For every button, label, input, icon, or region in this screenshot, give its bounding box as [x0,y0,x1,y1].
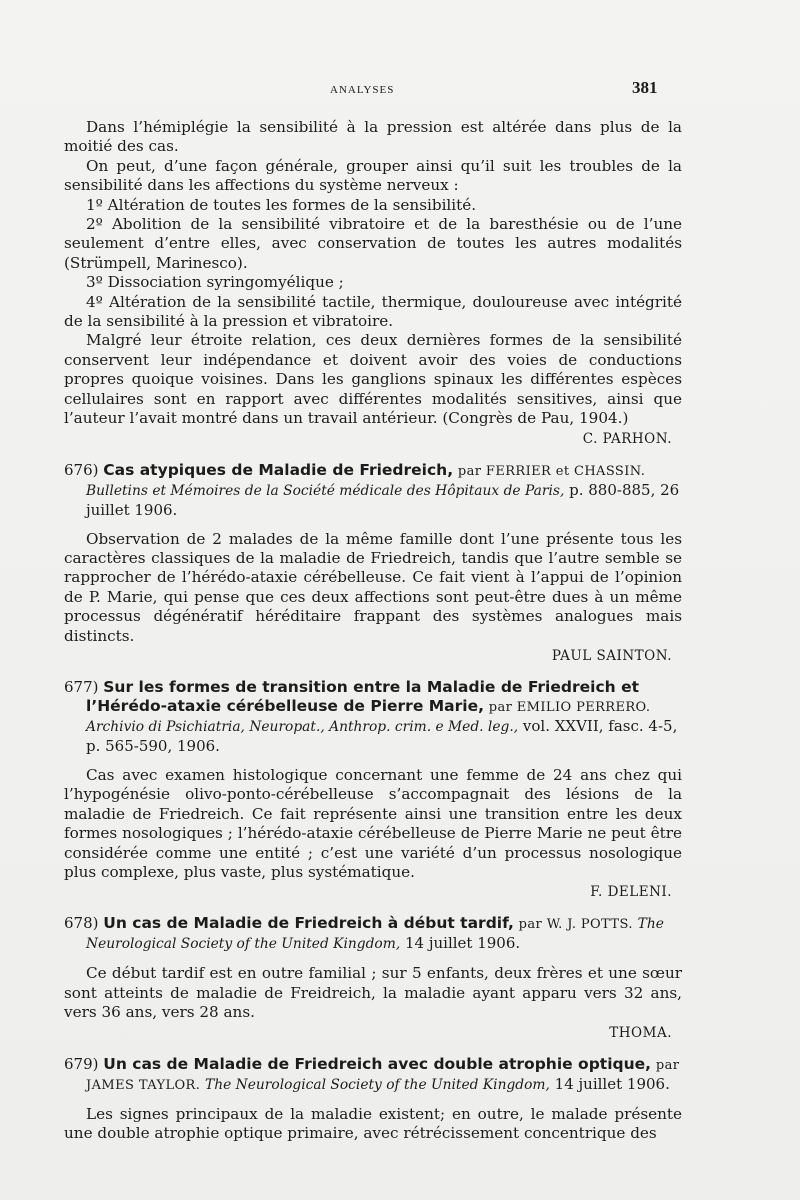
running-title: ANALYSES [330,84,395,96]
entry-676 [64,461,682,664]
entry-body: Ce début tardif est en outre familial ; sur 5 enfants, deux frères et une sœur sont atteints de maladie de Freidreich, la maladie ayant apparu vers 32 ans, vers 36 ans, vers 28 ans. [64,964,682,1022]
list-item: 4º Altération de la sensibilité tactile, thermique, douloureuse avec intégrité de la sensibilité à la pression et vibratoire. [64,292,682,331]
intro-paragraph: On peut, d’une façon générale, grouper ainsi qu’il suit les troubles de la sensibilité dans les affections du système nerveux : [64,156,682,195]
entry-number: 678) [64,914,99,933]
entry-source-details: p. 880-885, 26 juillet 1906. [86,480,680,519]
entry-source: The Neurological Society of the United Kingdom, [86,916,664,953]
page-body [64,118,682,1143]
entry-677 [64,678,682,900]
entry-heading [64,914,682,954]
entry-heading [64,1055,682,1095]
signature: C. PARHON. [582,430,672,447]
list-item: 2º Abolition de la sensibilité vibratoire et de la baresthésie ou de l’une seulement d’entre elles, avec conservation de toutes les autres modalités (Strümpell, Marinesco). [64,215,682,272]
entry-source: Archivio di Psichiatria, Neuropat., Anthrop. crim. e Med. leg., [86,718,519,735]
entry-number: 679) [64,1054,99,1073]
entry-title: Sur les formes de transition entre la Maladie de Friedreich et l’Hérédo-ataxie cérébelleuse de Pierre Marie, [86,677,639,715]
signature: PAUL SAINTON. [551,647,672,664]
intro-paragraph: Dans l’hémiplégie la sensibilité à la pression est altérée dans plus de la moitié des cas. [64,118,682,156]
signature: F. DELENI. [590,884,672,901]
entry-heading [64,461,682,520]
entry-authors: par EMILIO PERRERO. [488,699,651,715]
entry-body: Les signes principaux de la maladie existent; en outre, le malade présente une double atrophie optique primaire, avec rétrécissement concentrique des [64,1104,682,1142]
entry-source-details: vol. XXVII, fasc. 4-5, p. 565-590, 1906. [86,716,678,755]
entry-body: Cas avec examen histologique concernant une femme de 24 ans chez qui l’hypogénésie olivo-ponto-cérébelleuse s’accompagnait des lésions de la maladie de Friedreich. Ce fait représente ainsi une transition entre les deux formes nosologiques ; l’hérédo-ataxie cérébelleuse de Pierre Marie ne peut être considérée comme une entité ; c’est une variété d’un processus nosologique plus complexe, plus vaste, plus systématique. [64,765,682,881]
entry-source: The Neurological Society of the United Kingdom, [205,1076,550,1093]
list-item: 1º Altération de toutes les formes de la sensibilité. [86,195,477,214]
entry-678 [64,914,682,1040]
entry-source-details: 14 juillet 1906. [404,934,521,953]
entry-title: Un cas de Maladie de Friedreich à début tardif, [103,914,514,933]
entry-679 [64,1055,682,1144]
running-head [0,78,800,102]
entry-source-details: 14 juillet 1906. [554,1074,670,1093]
entry-authors: par FERRIER et CHASSIN. [457,463,646,479]
entry-number: 676) [64,460,99,479]
entry-authors: par W. J. POTTS. [518,917,633,933]
entry-title: Un cas de Maladie de Friedreich avec double atrophie optique, [103,1054,652,1073]
entry-source: Bulletins et Mémoires de la Société médicale des Hôpitaux de Paris, [86,482,565,499]
entry-body: Observation de 2 malades de la même famille dont l’une présente tous les caractères classiques de la maladie de Friedreich, tandis que l’autre semble se rapprocher de l’hérédo-ataxie cérébelleuse. Ce fait vient à l’appui de l’opinion de P. Marie, qui pense que ces deux affections sont peut-être dues à un même processus dégénératif héréditaire frappant des systèmes analogues mais distincts. [64,529,682,645]
list-item: 3º Dissociation syringomyélique ; [86,273,344,292]
entry-number: 677) [64,677,99,696]
entry-heading [64,678,682,756]
entry-authors: par JAMES TAYLOR. [86,1057,680,1093]
intro-closing-paragraph: Malgré leur étroite relation, ces deux dernières formes de la sensibilité conservent leur indépendance et doivent avoir des voies de conductions propres quoique voisines. Dans les ganglions spinaux les différentes espèces cellulaires sont en rapport avec différentes modalités sensitives, ainsi que l’auteur l’avait montré dans un travail antérieur. (Congrès de Pau, 1904.) [64,331,682,428]
entry-title: Cas atypiques de Maladie de Friedreich, [103,460,454,479]
page-number: 381 [632,78,658,97]
signature: THOMA. [609,1024,672,1041]
